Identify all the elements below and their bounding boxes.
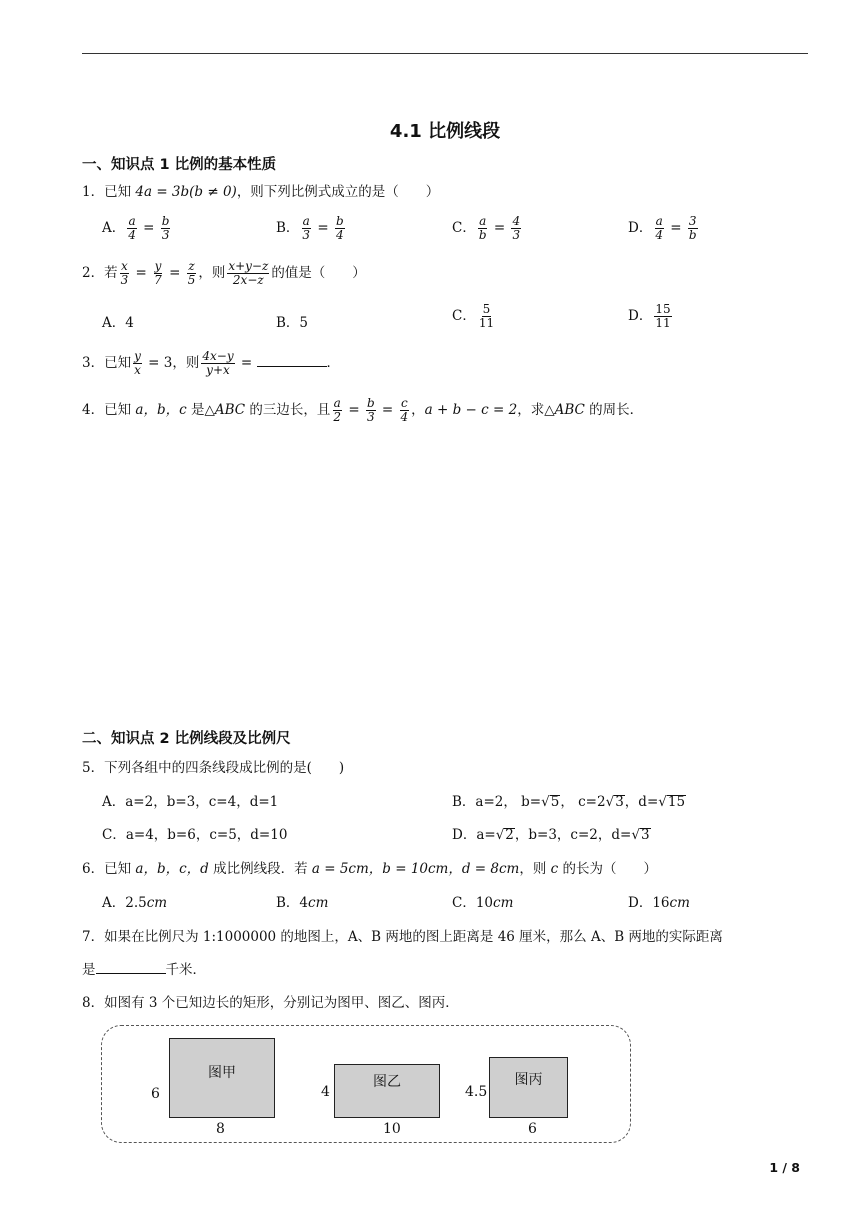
- rect-yi: 图乙: [334, 1064, 440, 1118]
- q2-option-a: A．4: [102, 315, 134, 331]
- q6-option-d: D．16cm: [628, 895, 690, 911]
- q6-option-a: A．2.5cm: [102, 895, 168, 911]
- q2-option-c: C． $\frac{5}{11}$: [452, 302, 495, 330]
- header-rule: [82, 53, 808, 54]
- question-5: 5．下列各组中的四条线段成比例的是( ): [82, 760, 345, 776]
- question-2: 2．若 $\frac{x}{3}$ = $\frac{y}{7}$ = $\frac{z}{5}$ ，则 $\frac{x+y-z}{2x-z}$ 的值是（ ）: [82, 259, 366, 287]
- stem-math: 4a = 3b(b ≠ 0): [135, 184, 237, 200]
- question-8: 8．如图有 3 个已知边长的矩形，分别记为图甲、图乙、图丙．: [82, 995, 459, 1011]
- q6-option-c: C．10cm: [452, 895, 514, 911]
- q5-option-c: C．a=4，b=6，c=5，d=10: [102, 827, 288, 843]
- rect-jia-height: 6: [151, 1086, 160, 1102]
- section-heading-1: 一、知识点 1 比例的基本性质: [82, 157, 277, 173]
- page-title: 4.1 比例线段: [389, 121, 501, 142]
- section-heading-2: 二、知识点 2 比例线段及比例尺: [82, 731, 291, 747]
- question-1: [82, 180, 439, 200]
- stem-text: ，则下列比例式成立的是（ ）: [236, 184, 440, 200]
- q1-option-a: A． $\frac{a}{4}$ = $\frac{b}{3}$: [102, 214, 170, 242]
- page-number: 1 / 8: [769, 1160, 800, 1175]
- q5-option-a: A．a=2，b=3，c=4，d=1: [102, 794, 279, 810]
- rect-jia: 图甲: [169, 1038, 275, 1118]
- rect-jia-width: 8: [216, 1121, 225, 1137]
- q1-option-b: B． $\frac{a}{3}$ = $\frac{b}{4}$: [276, 214, 344, 242]
- rect-bing: 图丙: [489, 1057, 568, 1118]
- rect-yi-height: 4: [321, 1084, 330, 1100]
- q2-option-b: B．5: [276, 315, 309, 331]
- question-number: 1．: [82, 184, 105, 200]
- stem-text: 已知: [104, 184, 136, 200]
- question-3: 3．已知 $\frac{y}{x}$ = 3，则 $\frac{4x-y}{y+x}$ = ．: [82, 349, 341, 377]
- q5-option-b: B．a=2， b=√5， c=2√3，d=√15: [452, 794, 686, 810]
- rect-yi-width: 10: [383, 1121, 401, 1137]
- q5-option-d: D．a=√2，b=3，c=2，d=√3: [452, 827, 650, 843]
- q1-option-c: C． $\frac{a}{b}$ = $\frac{4}{3}$: [452, 214, 521, 242]
- q1-option-d: D． $\frac{a}{4}$ = $\frac{3}{b}$: [628, 214, 697, 242]
- answer-blank[interactable]: [96, 961, 166, 974]
- answer-blank[interactable]: [257, 354, 327, 367]
- question-7: 7．如果在比例尺为 1:1000000 的地图上，A、B 两地的图上距离是 46 厘米，那么 A、B 两地的实际距离: [82, 929, 723, 945]
- rect-bing-width: 6: [528, 1121, 537, 1137]
- question-6: 6．已知 a，b，c，d 成比例线段．若 a = 5cm，b = 10cm，d = 8cm，则 c 的长为（ ）: [82, 861, 658, 877]
- question-7-line2: 是 千米．: [82, 962, 206, 978]
- rect-bing-height: 4.5: [465, 1084, 488, 1100]
- question-4: 4．已知 a，b，c 是△ABC 的三边长，且 $\frac{a}{2}$ = $\frac{b}{3}$ = $\frac{c}{4}$ ，a + b − c = 2，求△ABC 的周长．: [82, 396, 644, 424]
- q6-option-b: B．4cm: [276, 895, 329, 911]
- q2-option-d: D． $\frac{15}{11}$: [628, 302, 671, 330]
